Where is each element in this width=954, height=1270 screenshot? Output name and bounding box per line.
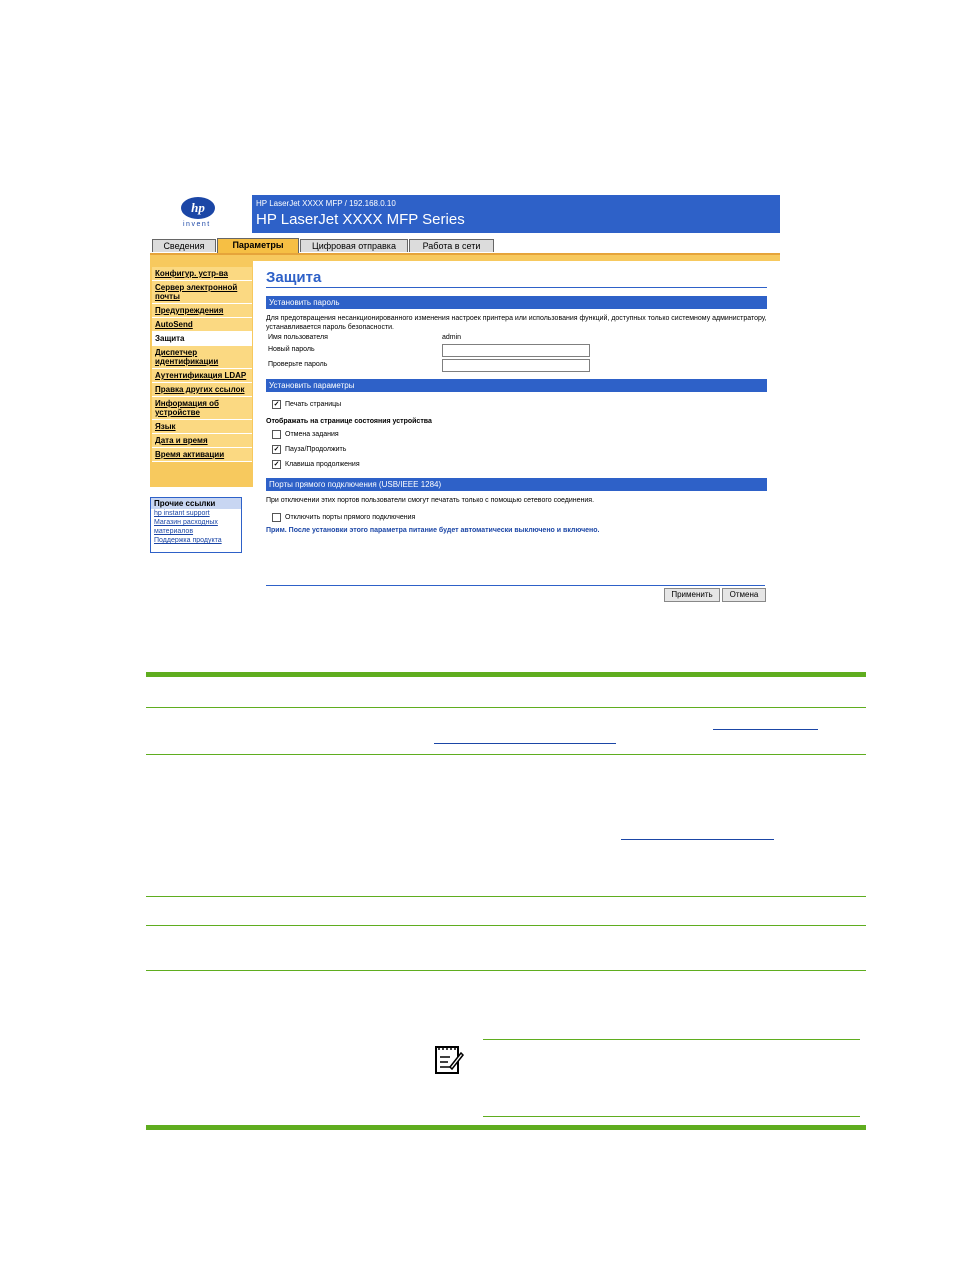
username-row (266, 332, 767, 344)
table-row-divider (146, 707, 866, 708)
logo-cell (150, 193, 250, 233)
new-password-row (266, 344, 767, 356)
table-row-divider (146, 970, 866, 971)
sidebar-item-ldap-authentication[interactable]: Аутентификация LDAP (152, 369, 252, 383)
main-content (266, 269, 767, 534)
username-label: Имя пользователя (268, 334, 328, 341)
continue-key-checkbox[interactable]: ✓ (273, 460, 280, 468)
ports-description: При отключении этих портов пользователи смогут печатать только с помощью сетевого соединения. (266, 497, 595, 504)
sidebar-item-language[interactable]: Язык (152, 420, 252, 434)
username-value: admin (442, 334, 462, 341)
other-links-title: Прочие ссылки (151, 498, 241, 509)
table-top-rule (146, 672, 866, 677)
disable-ports-option[interactable] (272, 511, 767, 523)
new-password-field[interactable] (442, 344, 590, 357)
continue-key-label: Клавиша продолжения (285, 460, 360, 468)
hp-logo-tagline: invent (183, 221, 211, 228)
password-description: Для предотвращения несанкционированного изменения настроек принтера или использования функций, доступных только системному администратору, устанавливается пароль безопасности. (266, 315, 767, 331)
table-row-divider (146, 925, 866, 926)
product-title: HP LaserJet XXXX MFP Series (256, 211, 465, 228)
sidebar-item-edit-other-links[interactable]: Правка других ссылок (152, 383, 252, 397)
table-bottom-rule (146, 1125, 866, 1130)
ports-section-header: Порты прямого подключения (USB/IEEE 1284) (266, 478, 767, 491)
table-row-divider (146, 754, 866, 755)
pause-resume-option[interactable] (272, 443, 767, 455)
tab-settings[interactable]: Параметры (217, 238, 299, 253)
cancel-job-option[interactable] (272, 428, 767, 440)
continue-key-option[interactable] (272, 458, 767, 470)
hp-logo: hp (181, 197, 215, 219)
note-bottom-rule (483, 1116, 860, 1117)
verify-password-field[interactable] (442, 359, 590, 372)
sidebar-list (152, 267, 252, 462)
sidebar-item-device-information[interactable]: Информация об устройстве (152, 397, 252, 420)
sidebar-item-configure-device[interactable]: Конфигур. устр-ва (152, 267, 252, 281)
password-section-header: Установить пароль (266, 296, 767, 309)
print-page-option[interactable] (272, 398, 767, 410)
other-links-box (150, 497, 242, 553)
power-cycle-note: Прим. После установки этого параметра питание будет автоматически выключено и включено. (266, 527, 600, 534)
pause-resume-checkbox[interactable]: ✓ (273, 445, 280, 453)
cancel-button[interactable]: Отмена (722, 588, 766, 602)
verify-password-label: Проверьте пароль (268, 361, 328, 368)
page-title: Защита (266, 269, 767, 288)
device-address: HP LaserJet XXXX MFP / 192.168.0.10 (256, 199, 396, 208)
sidebar-item-authentication-manager[interactable]: Диспетчер идентификации (152, 346, 252, 369)
hyperlink-underline[interactable] (621, 839, 774, 840)
sidebar-item-security[interactable]: Защита (152, 332, 252, 346)
sidebar-item-alerts[interactable]: Предупреждения (152, 304, 252, 318)
sidebar-item-wake-time[interactable]: Время активации (152, 448, 252, 462)
tab-networking[interactable]: Работа в сети (409, 239, 494, 252)
link-supplies-shop[interactable]: Магазин расходных материалов (154, 519, 218, 535)
sidebar-item-email-server[interactable]: Сервер электронной почты (152, 281, 252, 304)
tab-information[interactable]: Сведения (152, 239, 216, 252)
hyperlink-underline[interactable] (713, 729, 818, 730)
button-row (266, 585, 765, 599)
embedded-web-server-screenshot (150, 193, 780, 613)
note-top-rule (483, 1039, 860, 1040)
disable-ports-label: Отключить порты прямого подключения (285, 513, 416, 521)
link-product-support[interactable]: Поддержка продукта (154, 537, 222, 544)
tab-digital-sending[interactable]: Цифровая отправка (300, 239, 408, 252)
sidebar (150, 261, 253, 487)
status-page-display-header: Отображать на странице состояния устройства (266, 418, 432, 425)
table-row-divider (146, 896, 866, 897)
print-page-checkbox[interactable]: ✓ (273, 400, 280, 408)
sidebar-item-date-time[interactable]: Дата и время (152, 434, 252, 448)
pause-resume-label: Пауза/Продолжить (285, 445, 347, 453)
verify-password-row (266, 359, 767, 371)
settings-section-header: Установить параметры (266, 379, 767, 392)
disable-ports-checkbox[interactable] (272, 513, 281, 522)
tab-bar (150, 239, 780, 255)
new-password-label: Новый пароль (268, 346, 315, 353)
apply-button[interactable]: Применить (664, 588, 720, 602)
hyperlink-underline[interactable] (434, 743, 616, 744)
note-pad-icon (434, 1043, 464, 1075)
link-hp-instant-support[interactable]: hp instant support (154, 510, 210, 517)
sidebar-item-autosend[interactable]: AutoSend (152, 318, 252, 332)
cancel-job-checkbox[interactable] (272, 430, 281, 439)
print-page-label: Печать страницы (285, 400, 342, 408)
product-banner (252, 195, 780, 233)
cancel-job-label: Отмена задания (285, 430, 339, 438)
